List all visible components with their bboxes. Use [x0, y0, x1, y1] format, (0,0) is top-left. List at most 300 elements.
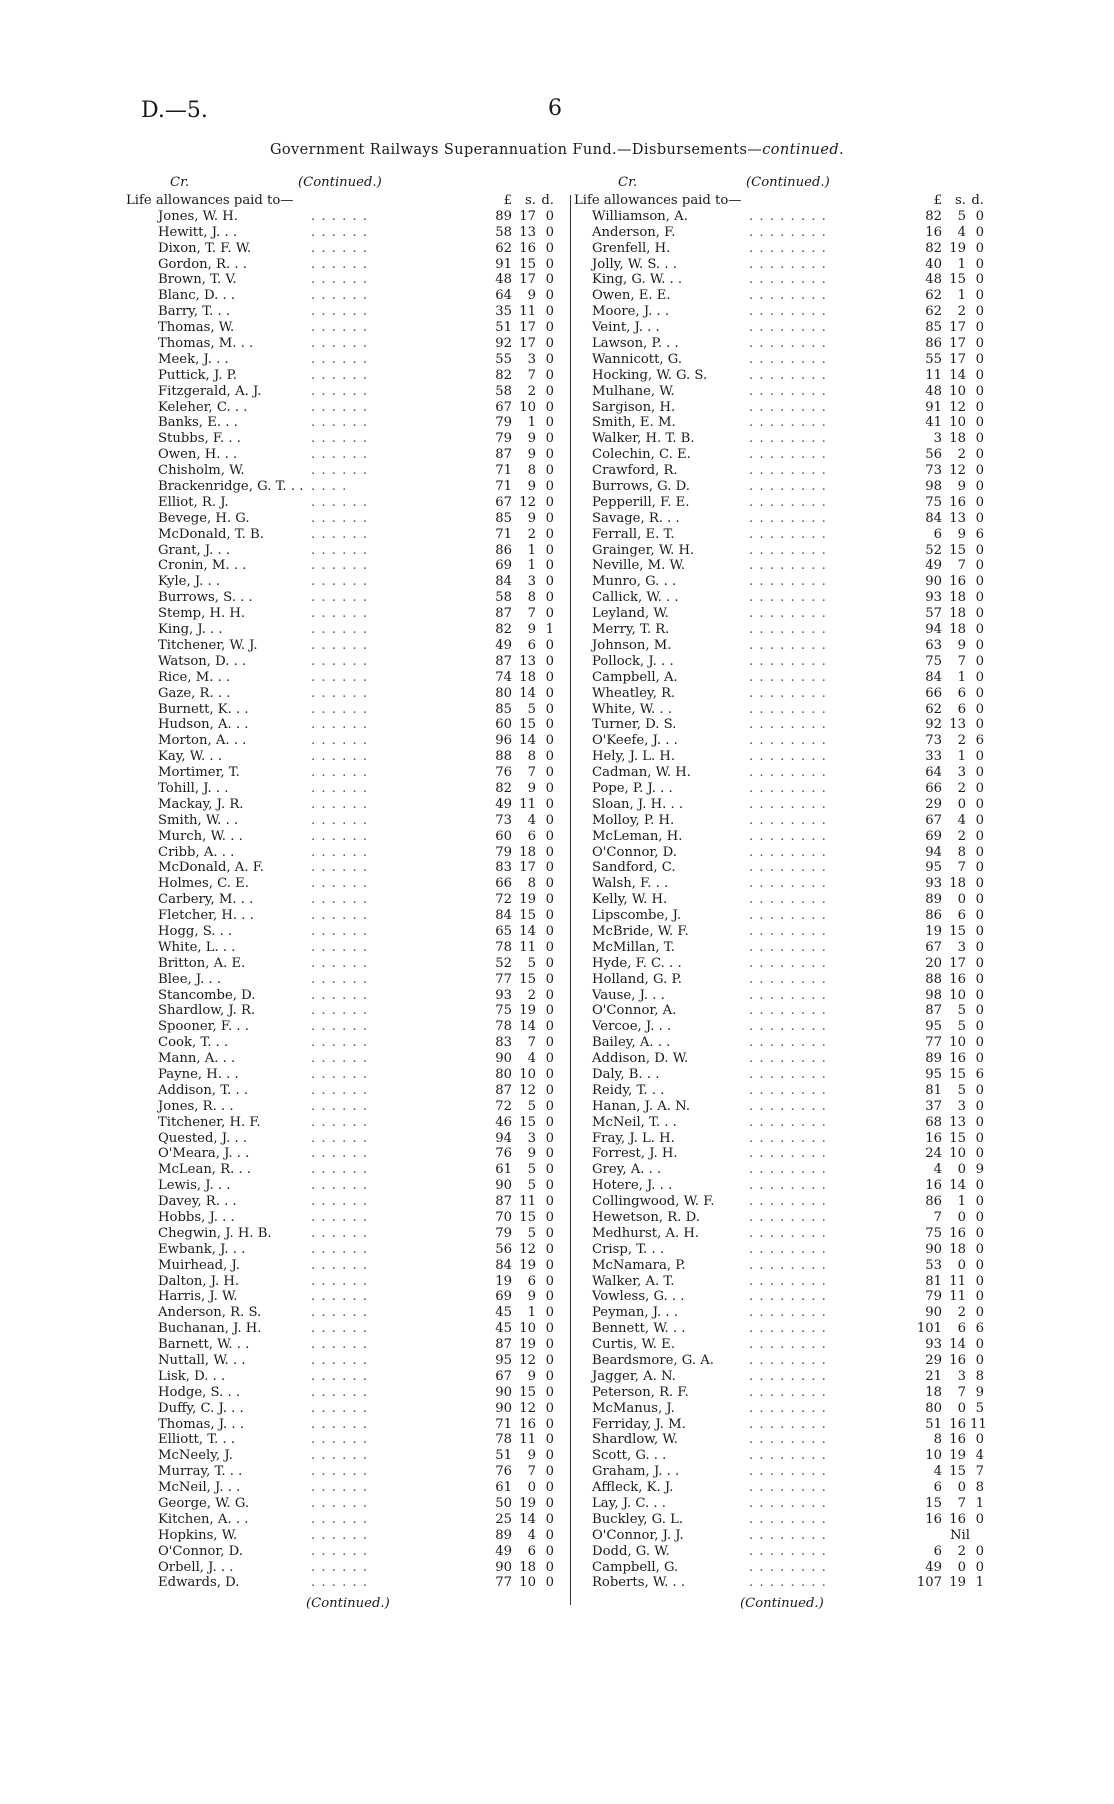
amount-pence: 6 — [975, 1066, 984, 1082]
amount-pence: 0 — [545, 542, 554, 558]
pensioner-name: Molloy, P. H. — [592, 812, 675, 828]
amount-pounds: 86 — [495, 542, 512, 558]
amount-shillings: 0 — [957, 1400, 966, 1416]
leader-dots: . . . . . . . . — [749, 1210, 827, 1225]
amount-pence: 0 — [545, 574, 554, 590]
amount-pounds: 15 — [925, 1496, 942, 1512]
table-row — [126, 686, 566, 702]
pensioner-name: Meek, J. . . — [158, 351, 229, 367]
table-row — [126, 479, 566, 495]
leader-dots: . . . . . . — [311, 383, 369, 399]
leader-dots: . . . . . . — [311, 1019, 369, 1035]
amount-pounds: 67 — [495, 399, 512, 415]
table-row — [126, 320, 566, 336]
table-row — [126, 1401, 566, 1417]
amount-pounds: 67 — [925, 812, 942, 828]
right-column — [574, 175, 1000, 1591]
amount-pounds: 87 — [495, 1337, 512, 1353]
amount-shillings: 17 — [949, 351, 966, 367]
amount-pence: 0 — [545, 828, 554, 844]
pensioner-name: Thomas, W. — [158, 320, 235, 336]
leader-dots: . . . . . . — [311, 828, 369, 844]
amount-shillings: 15 — [949, 1464, 966, 1480]
amount-shillings: 9 — [527, 622, 536, 638]
amount-shillings: 17 — [519, 208, 536, 224]
pensioner-name: Morton, A. . . — [158, 733, 247, 749]
column-divider — [570, 195, 571, 1605]
amount-pence: 0 — [975, 1305, 984, 1321]
table-row — [126, 1258, 566, 1274]
pensioner-name: Buckley, G. L. — [592, 1511, 684, 1527]
leader-dots: . . . . . . — [311, 1384, 369, 1400]
amount-pounds: 95 — [925, 1019, 942, 1035]
amount-pence: 0 — [975, 955, 984, 971]
amount-pounds: 93 — [925, 876, 942, 892]
amount-pence: 0 — [975, 367, 984, 383]
amount-pounds: 87 — [495, 1082, 512, 1098]
amount-pence: 1 — [975, 1496, 984, 1512]
amount-pence: 0 — [545, 765, 554, 781]
leader-dots: . . . . . . — [311, 1559, 369, 1575]
amount-shillings: 9 — [527, 431, 536, 447]
amount-pence: 0 — [545, 637, 554, 653]
amount-pence: 0 — [975, 542, 984, 558]
pensioner-name: McDonald, T. B. — [158, 526, 264, 542]
amount-shillings: 5 — [527, 955, 536, 971]
amount-pence: 0 — [975, 1511, 984, 1527]
amount-pence: 0 — [545, 447, 554, 463]
amount-shillings: 19 — [519, 1496, 536, 1512]
pensioner-name: McDonald, A. F. — [158, 860, 264, 876]
amount-shillings: 16 — [949, 1511, 966, 1527]
amount-pounds: 51 — [925, 1416, 942, 1432]
amount-pence: 0 — [545, 1146, 554, 1162]
pensioner-name: Kyle, J. . . — [158, 574, 221, 590]
amount-pence: 0 — [545, 1098, 554, 1114]
pensioner-name: Bevege, H. G. — [158, 510, 250, 526]
pensioner-name: Davey, R. . . — [158, 1194, 237, 1210]
pensioner-name: Affleck, K. J. — [592, 1480, 674, 1496]
table-row — [574, 1210, 1000, 1226]
table-row — [126, 574, 566, 590]
pensioner-name: Jones, R. . . — [158, 1098, 234, 1114]
amount-shillings: 11 — [519, 1432, 536, 1448]
amount-pence: 0 — [545, 908, 554, 924]
amount-shillings: 16 — [949, 1225, 966, 1241]
table-row — [574, 1115, 1000, 1131]
amount-pence: 0 — [545, 558, 554, 574]
leader-dots: . . . . . . . . — [749, 685, 827, 701]
pensioner-name: Leyland, W. — [592, 606, 669, 622]
table-row — [126, 876, 566, 892]
table-row — [126, 1162, 566, 1178]
pensioner-name: O'Connor, D. — [592, 844, 677, 860]
amount-pounds: 74 — [495, 669, 512, 685]
table-row — [574, 1560, 1000, 1576]
amount-shillings: 15 — [519, 1384, 536, 1400]
amount-pounds: 71 — [495, 463, 512, 479]
amount-pounds: 51 — [495, 320, 512, 336]
amount-shillings: 9 — [527, 780, 536, 796]
leader-dots: . . . . . . — [311, 1082, 369, 1098]
amount-pence: 0 — [975, 494, 984, 510]
pensioner-name: Hudson, A. . . — [158, 717, 249, 733]
table-row — [574, 1353, 1000, 1369]
pensioner-name: O'Meara, J. . . — [158, 1146, 250, 1162]
amount-shillings: 19 — [949, 1575, 966, 1591]
pensioner-name: Chisholm, W. — [158, 463, 245, 479]
amount-pence: 0 — [545, 1241, 554, 1257]
amount-shillings: 7 — [957, 653, 966, 669]
table-row — [574, 1035, 1000, 1051]
amount-shillings: 3 — [957, 939, 966, 955]
amount-pence: 11 — [970, 1416, 987, 1432]
pensioner-name: McNamara, P. — [592, 1257, 686, 1273]
amount-pence: 0 — [975, 288, 984, 304]
amount-pounds: 84 — [495, 908, 512, 924]
pensioner-name: Muirhead, J. — [158, 1257, 240, 1273]
amount-pence: 0 — [545, 1432, 554, 1448]
amount-pence: 0 — [975, 876, 984, 892]
table-row — [574, 1432, 1000, 1448]
amount-pence: 0 — [545, 923, 554, 939]
table-row — [574, 829, 1000, 845]
leader-dots: . . . . . . — [311, 288, 369, 304]
table-row — [126, 1417, 566, 1433]
leader-dots: . . . . . . — [311, 351, 369, 367]
table-row — [574, 1480, 1000, 1496]
pensioner-name: Kay, W. . . — [158, 749, 223, 765]
leader-dots: . . . . . . — [311, 1400, 369, 1416]
leader-dots: . . . . . . — [311, 796, 369, 812]
amount-pence: 0 — [975, 1210, 984, 1225]
amount-shillings: 14 — [519, 733, 536, 749]
amount-pounds: 73 — [495, 812, 512, 828]
pensioner-name: Harris, J. W. — [158, 1289, 238, 1305]
table-row — [126, 272, 566, 288]
amount-pounds: 82 — [495, 367, 512, 383]
left-unit-pounds: £ — [503, 193, 512, 208]
amount-shillings: 7 — [527, 1464, 536, 1480]
amount-shillings: 11 — [949, 1273, 966, 1289]
amount-pounds: 79 — [495, 415, 512, 431]
amount-shillings: 1 — [957, 256, 966, 272]
amount-pence: 0 — [545, 208, 554, 224]
leader-dots: . . . . . . . . — [749, 606, 827, 622]
table-row — [574, 415, 1000, 431]
pensioner-name: Lipscombe, J. — [592, 908, 682, 924]
leader-dots: . . . . . . . . — [749, 256, 827, 272]
amount-nil: Nil — [950, 1527, 970, 1543]
leader-dots: . . . . . . . . — [749, 637, 827, 653]
amount-pence: 0 — [545, 494, 554, 510]
amount-pounds: 107 — [916, 1575, 942, 1591]
leader-dots: . . . . . . . . — [749, 1289, 827, 1305]
table-row — [574, 845, 1000, 861]
leader-dots: . . . . . . . . — [749, 288, 827, 304]
amount-pounds: 71 — [495, 1416, 512, 1432]
table-row — [574, 988, 1000, 1004]
pensioner-name: Peyman, J. . . — [592, 1305, 679, 1321]
amount-shillings: 19 — [519, 1003, 536, 1019]
amount-pence: 0 — [545, 336, 554, 352]
amount-pounds: 81 — [925, 1273, 942, 1289]
amount-shillings: 16 — [949, 1353, 966, 1369]
leader-dots: . . . . . . — [311, 1273, 369, 1289]
pensioner-name: Bailey, A. . . — [592, 1035, 671, 1051]
amount-pence: 0 — [975, 1194, 984, 1210]
amount-shillings: 19 — [949, 240, 966, 256]
amount-shillings: 7 — [527, 765, 536, 781]
amount-pounds: 64 — [495, 288, 512, 304]
amount-pence: 0 — [975, 1559, 984, 1575]
amount-pounds: 80 — [925, 1400, 942, 1416]
amount-pounds: 95 — [925, 1066, 942, 1082]
amount-pence: 0 — [545, 1543, 554, 1559]
amount-pence: 0 — [975, 1337, 984, 1353]
amount-shillings: 0 — [957, 1210, 966, 1225]
table-row — [126, 749, 566, 765]
leader-dots: . . . . . . . . — [749, 320, 827, 336]
amount-shillings: 16 — [949, 1416, 966, 1432]
amount-pounds: 95 — [925, 860, 942, 876]
amount-pounds: 50 — [495, 1496, 512, 1512]
amount-pounds: 93 — [925, 590, 942, 606]
leader-dots: . . . . . . — [311, 256, 369, 272]
amount-pounds: 11 — [925, 367, 942, 383]
pensioner-name: Hobbs, J. . . — [158, 1210, 235, 1225]
leader-dots: . . . . . . — [311, 463, 369, 479]
amount-shillings: 4 — [957, 812, 966, 828]
amount-shillings: 1 — [527, 558, 536, 574]
amount-pounds: 62 — [925, 304, 942, 320]
amount-pence: 0 — [975, 240, 984, 256]
amount-pounds: 48 — [495, 272, 512, 288]
leader-dots: . . . . . . . . — [749, 1225, 827, 1241]
amount-shillings: 10 — [519, 1066, 536, 1082]
amount-pence: 0 — [975, 574, 984, 590]
table-row — [574, 765, 1000, 781]
table-row — [574, 781, 1000, 797]
leader-dots: . . . . . . — [311, 415, 369, 431]
leader-dots: . . . . . . . . — [749, 1257, 827, 1273]
leader-dots: . . . . . . — [311, 1368, 369, 1384]
amount-pence: 0 — [545, 1575, 554, 1591]
amount-pounds: 68 — [925, 1114, 942, 1130]
pensioner-name: Vowless, G. . . — [592, 1289, 685, 1305]
amount-pounds: 63 — [925, 637, 942, 653]
amount-pence: 0 — [545, 796, 554, 812]
amount-pence: 0 — [545, 1337, 554, 1353]
amount-pounds: 16 — [925, 224, 942, 240]
leader-dots: . . . . . . — [311, 1066, 369, 1082]
leader-dots: . . . . . . — [311, 987, 369, 1003]
pensioner-name: McLean, R. . . — [158, 1162, 252, 1178]
amount-shillings: 6 — [957, 685, 966, 701]
amount-shillings: 16 — [949, 1051, 966, 1067]
amount-pounds: 60 — [495, 717, 512, 733]
table-row — [126, 1083, 566, 1099]
amount-pounds: 48 — [925, 383, 942, 399]
table-row — [126, 1337, 566, 1353]
amount-pence: 0 — [545, 860, 554, 876]
table-row — [126, 527, 566, 543]
leader-dots: . . . . . . — [311, 240, 369, 256]
amount-shillings: 7 — [957, 860, 966, 876]
amount-shillings: 19 — [519, 892, 536, 908]
amount-pence: 5 — [975, 1400, 984, 1416]
table-row — [574, 686, 1000, 702]
leader-dots: . . . . . . — [311, 733, 369, 749]
amount-shillings: 17 — [949, 320, 966, 336]
table-row — [126, 1560, 566, 1576]
amount-pounds: 90 — [495, 1400, 512, 1416]
pensioner-name: Fitzgerald, A. J. — [158, 383, 262, 399]
table-row — [126, 558, 566, 574]
amount-shillings: 9 — [527, 1146, 536, 1162]
leader-dots: . . . . . . . . — [749, 590, 827, 606]
leader-dots: . . . . . . — [311, 510, 369, 526]
right-continued-footer: (Continued.) — [740, 1596, 824, 1611]
amount-shillings: 15 — [949, 1066, 966, 1082]
leader-dots: . . . . . . . . — [749, 542, 827, 558]
left-continued-label: (Continued.) — [298, 175, 382, 190]
amount-pounds: 90 — [925, 1305, 942, 1321]
amount-pounds: 41 — [925, 415, 942, 431]
leader-dots: . . . . . . — [311, 653, 369, 669]
amount-pence: 0 — [545, 1210, 554, 1225]
pensioner-name: Daly, B. . . — [592, 1066, 660, 1082]
amount-pounds: 61 — [495, 1480, 512, 1496]
leader-dots: . . . . . . — [311, 208, 369, 224]
amount-pounds: 84 — [495, 574, 512, 590]
amount-pence: 0 — [545, 463, 554, 479]
amount-shillings: 17 — [949, 336, 966, 352]
amount-shillings: 11 — [949, 1289, 966, 1305]
amount-pence: 0 — [545, 812, 554, 828]
leader-dots: . . . . . . . . — [749, 892, 827, 908]
leader-dots: . . . . . . — [311, 399, 369, 415]
pensioner-name: Addison, T. . . — [158, 1082, 249, 1098]
amount-pounds: 82 — [925, 208, 942, 224]
amount-pounds: 19 — [925, 923, 942, 939]
pensioner-name: Spooner, F. . . — [158, 1019, 249, 1035]
amount-shillings: 10 — [949, 415, 966, 431]
amount-shillings: 14 — [519, 685, 536, 701]
amount-pounds: 21 — [925, 1368, 942, 1384]
amount-pence: 0 — [975, 765, 984, 781]
pensioner-name: Hotere, J. . . — [592, 1178, 673, 1194]
table-row — [574, 797, 1000, 813]
amount-pounds: 98 — [925, 987, 942, 1003]
amount-pounds: 52 — [495, 955, 512, 971]
pensioner-name: Lisk, D. . . — [158, 1368, 226, 1384]
leader-dots: . . . . . . . . — [749, 828, 827, 844]
pensioner-name: Titchener, H. F. — [158, 1114, 261, 1130]
leader-dots: . . . . . . — [311, 526, 369, 542]
table-row — [126, 368, 566, 384]
amount-pounds: 76 — [495, 1146, 512, 1162]
amount-pounds: 72 — [495, 1098, 512, 1114]
amount-pence: 0 — [545, 701, 554, 717]
amount-shillings: 15 — [519, 1210, 536, 1225]
amount-shillings: 16 — [519, 1416, 536, 1432]
amount-shillings: 8 — [957, 844, 966, 860]
amount-shillings: 6 — [527, 1273, 536, 1289]
amount-shillings: 14 — [519, 923, 536, 939]
amount-shillings: 2 — [957, 828, 966, 844]
pensioner-name: Barnett, W. . . — [158, 1337, 250, 1353]
leader-dots: . . . . . . . . — [749, 1432, 827, 1448]
amount-shillings: 13 — [519, 653, 536, 669]
leader-dots: . . . . . . . . — [749, 526, 827, 542]
table-row — [574, 272, 1000, 288]
leader-dots: . . . . . . . . — [749, 1416, 827, 1432]
pensioner-name: Campbell, G. — [592, 1559, 679, 1575]
pensioner-name: Holland, G. P. — [592, 971, 682, 987]
amount-shillings: 14 — [949, 1337, 966, 1353]
document-ref: D.—5. — [141, 98, 208, 123]
amount-pence: 0 — [975, 749, 984, 765]
leader-dots: . . . . . . . . — [749, 876, 827, 892]
amount-shillings: 10 — [519, 1321, 536, 1337]
pensioner-name: Brown, T. V. — [158, 272, 237, 288]
table-row — [574, 1417, 1000, 1433]
amount-pence: 0 — [545, 1257, 554, 1273]
table-row — [574, 622, 1000, 638]
amount-pence: 0 — [545, 1114, 554, 1130]
table-row — [574, 892, 1000, 908]
amount-pounds: 75 — [925, 1225, 942, 1241]
leader-dots: . . . . . . — [311, 1210, 369, 1225]
amount-pounds: 69 — [925, 828, 942, 844]
table-row — [126, 1019, 566, 1035]
amount-shillings: 1 — [527, 415, 536, 431]
pensioner-name: Crisp, T. . . — [592, 1241, 665, 1257]
amount-shillings: 8 — [527, 590, 536, 606]
amount-pounds: 77 — [925, 1035, 942, 1051]
pensioner-name: Blee, J. . . — [158, 971, 222, 987]
amount-shillings: 11 — [519, 939, 536, 955]
leader-dots: . . . . . . . . — [749, 1575, 827, 1591]
amount-pounds: 90 — [925, 574, 942, 590]
amount-pence: 0 — [975, 1003, 984, 1019]
leader-dots: . . . . . . . . — [749, 1130, 827, 1146]
amount-shillings: 5 — [527, 1178, 536, 1194]
amount-pence: 0 — [545, 653, 554, 669]
amount-pence: 8 — [975, 1368, 984, 1384]
pensioner-name: Burrows, S. . . — [158, 590, 253, 606]
leader-dots: . . . . . . — [311, 1321, 369, 1337]
amount-pence: 0 — [975, 923, 984, 939]
amount-pence: 0 — [975, 304, 984, 320]
pensioner-name: Barry, T. . . — [158, 304, 231, 320]
table-row — [126, 495, 566, 511]
amount-shillings: 2 — [957, 1305, 966, 1321]
table-row — [126, 1274, 566, 1290]
amount-pence: 0 — [975, 224, 984, 240]
amount-pence: 0 — [545, 1511, 554, 1527]
amount-pounds: 62 — [495, 240, 512, 256]
table-row — [126, 606, 566, 622]
amount-shillings: 9 — [527, 1368, 536, 1384]
pensioner-name: King, G. W. . . — [592, 272, 683, 288]
amount-pounds: 56 — [495, 1241, 512, 1257]
leader-dots: . . . . . . . . — [749, 1511, 827, 1527]
table-row — [126, 415, 566, 431]
amount-pounds: 71 — [495, 479, 512, 495]
amount-shillings: 10 — [519, 1575, 536, 1591]
